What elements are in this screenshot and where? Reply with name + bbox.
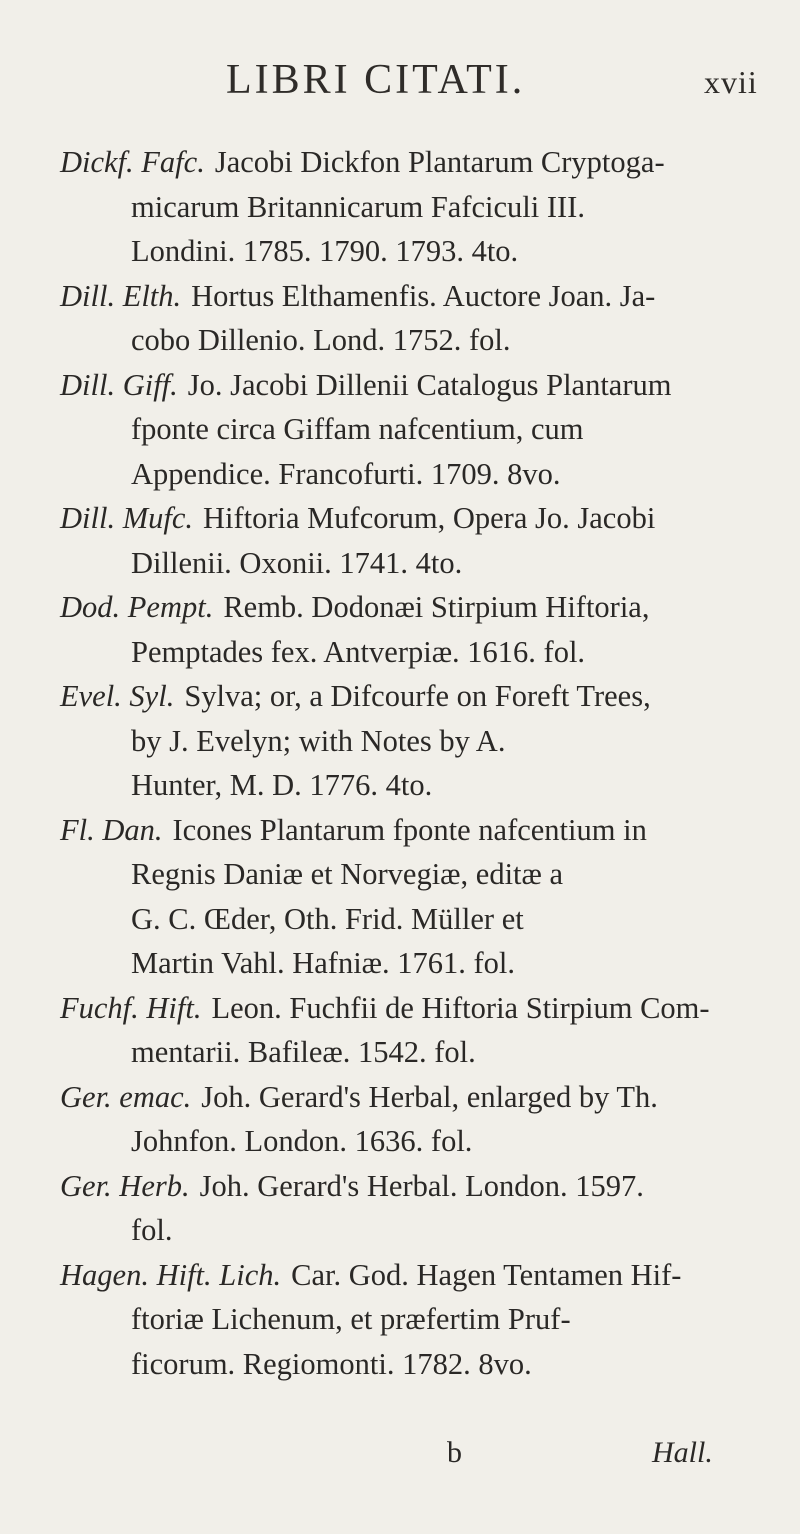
entry-abbreviation: Evel. Syl. [60, 679, 175, 713]
entry-text: Icones Plantarum fponte nafcentium in [172, 812, 647, 847]
entry-continuation-line: micarum Britannicarum Fafciculi III. [131, 189, 585, 224]
bibliography-entry [0, 274, 800, 363]
signature-mark: b [447, 1436, 462, 1469]
bibliography-entry [0, 1253, 800, 1387]
entry-continuation-line: ficorum. Regiomonti. 1782. 8vo. [131, 1346, 532, 1381]
entry-abbreviation: Dickf. Fafc. [60, 145, 205, 179]
entry-text: Hortus Elthamenfis. Auctore Joan. Ja- [191, 278, 656, 313]
entry-first-line [0, 274, 800, 319]
entry-continuation-line: cobo Dillenio. Lond. 1752. fol. [131, 323, 511, 357]
entry-abbreviation: Dill. Mufc. [60, 501, 193, 535]
bibliography-entry [0, 363, 800, 497]
entry-text: Jo. Jacobi Dillenii Catalogus Plantarum [187, 367, 672, 402]
entry-continuation-line: G. C. Œder, Oth. Frid. Müller et [131, 901, 524, 936]
entry-abbreviation: Dill. Elth. [60, 278, 182, 313]
bibliography-entry [0, 674, 800, 808]
entry-abbreviation: Dod. Pempt. [60, 590, 214, 624]
entry-abbreviation: Hagen. Hift. Lich. [60, 1257, 282, 1292]
entry-text: Joh. Gerard's Herbal, enlarged by Th. [201, 1079, 658, 1114]
entry-continuation-line: Regnis Daniæ et Norvegiæ, editæ a [131, 857, 564, 891]
entry-first-line [0, 1164, 800, 1209]
page-footer [0, 1436, 800, 1486]
entry-text: Hiftoria Mufcorum, Opera Jo. Jacobi [203, 501, 656, 535]
bibliography-entry [0, 496, 800, 585]
bibliography-list [0, 140, 800, 1386]
entry-continuation-line: Martin Vahl. Hafniæ. 1761. fol. [131, 946, 516, 980]
entry-continuation-line: Appendice. Francofurti. 1709. 8vo. [131, 456, 561, 491]
entry-text: Remb. Dodonæi Stirpium Hiftoria, [223, 590, 650, 624]
entry-text: Sylva; or, a Difcourfe on Foreft Trees, [184, 679, 651, 713]
entry-first-line [0, 1075, 800, 1120]
bibliography-entry [0, 986, 800, 1075]
bibliography-entry [0, 1164, 800, 1253]
bibliography-entry [0, 585, 800, 674]
bibliography-entry [0, 1075, 800, 1164]
entry-continuation-line: fol. [131, 1213, 173, 1247]
entry-first-line [0, 986, 800, 1031]
running-header [0, 50, 800, 110]
entry-text: Car. God. Hagen Tentamen Hif- [291, 1257, 682, 1292]
entry-continuation-line: mentarii. Bafileæ. 1542. fol. [131, 1035, 476, 1069]
entry-text: Joh. Gerard's Herbal. London. 1597. [199, 1168, 644, 1203]
entry-abbreviation: Fuchf. Hift. [60, 990, 202, 1025]
entry-text: Jacobi Dickfon Plantarum Cryptoga- [214, 145, 665, 179]
entry-continuation-line: fponte circa Giffam nafcentium, cum [131, 412, 584, 446]
entry-first-line [0, 496, 800, 541]
bibliography-entry [0, 808, 800, 986]
entry-continuation-line: ftoriæ Lichenum, et præfertim Pruf- [131, 1302, 571, 1336]
entry-first-line [0, 1253, 800, 1298]
entry-first-line [0, 808, 800, 853]
catchword: Hall. [652, 1436, 713, 1469]
entry-abbreviation: Ger. Herb. [60, 1168, 190, 1203]
entry-continuation-line: by J. Evelyn; with Notes by A. [131, 723, 506, 758]
entry-continuation-line: Johnfon. London. 1636. fol. [131, 1124, 473, 1158]
entry-continuation-line: Dillenii. Oxonii. 1741. 4to. [131, 545, 463, 580]
entry-first-line [0, 674, 800, 719]
entry-abbreviation: Ger. emac. [60, 1079, 192, 1114]
entry-abbreviation: Fl. Dan. [60, 812, 163, 847]
entry-first-line [0, 363, 800, 408]
entry-continuation-line: Londini. 1785. 1790. 1793. 4to. [131, 234, 519, 268]
header-title: LIBRI CITATI. [226, 57, 526, 103]
entry-first-line [0, 140, 800, 185]
bibliography-entry [0, 140, 800, 274]
entry-continuation-line: Pemptades fex. Antverpiæ. 1616. fol. [131, 634, 586, 669]
page-number: xvii [704, 64, 758, 100]
entry-abbreviation: Dill. Giff. [60, 367, 178, 402]
entry-first-line [0, 585, 800, 630]
entry-continuation-line: Hunter, M. D. 1776. 4to. [131, 768, 433, 802]
entry-text: Leon. Fuchfii de Hiftoria Stirpium Com- [211, 990, 710, 1025]
